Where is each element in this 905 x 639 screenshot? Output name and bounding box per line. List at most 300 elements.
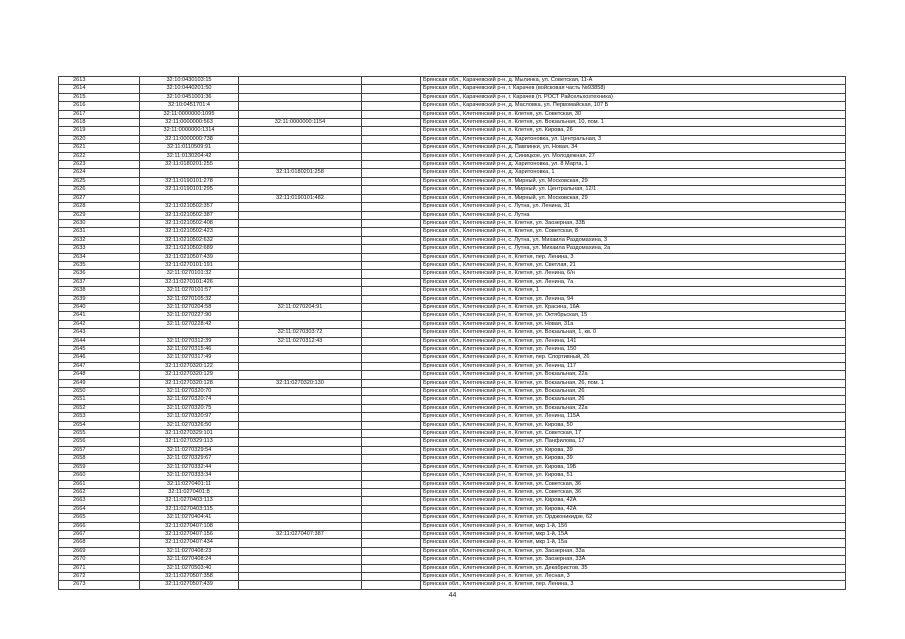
extra-cell: [362, 522, 421, 530]
related-number-cell: [239, 488, 362, 496]
extra-cell: [362, 93, 421, 101]
address-cell: Брянская обл., Клетнянский р-н, п. Клетня, ул. Заозерная, 33А: [421, 556, 846, 564]
table-row: [59, 572, 846, 580]
address-cell: Брянская обл., Клетнянский р-н, п. Клетня, ул. Кирова, 39: [421, 455, 846, 463]
related-number-cell: [239, 236, 362, 244]
table-row: [59, 278, 846, 286]
cadastral-number-cell: 32:11:0270315:46: [140, 346, 239, 354]
row-number-cell: 2618: [59, 119, 140, 127]
table-row: [59, 497, 846, 505]
related-number-cell: 32:11:0270204:91: [239, 303, 362, 311]
address-cell: Брянская обл., Клетнянский р-н, д. Харитоновка, ул. Центральная, 3: [421, 135, 846, 143]
cadastral-number-cell: 32:11:0000000:1095: [140, 110, 239, 118]
address-cell: Брянская обл., Клетнянский р-н, п. Мирный, ул. Центральная, 12/1: [421, 186, 846, 194]
address-cell: Брянская обл., Клетнянский р-н, п. Клетня, ул. Ленина, 7а: [421, 278, 846, 286]
address-cell: Брянская обл., Клетнянский р-н, п. Клетня, мкр 1-й, 15А: [421, 530, 846, 538]
address-cell: Брянская обл., Карачевский р-н, г. Карачев (войсковая часть №93858): [421, 85, 846, 93]
address-cell: Брянская обл., Клетнянский р-н, п. Клетня, ул. Вокзальная, 1, кв. 0: [421, 329, 846, 337]
cadastral-number-cell: 32:10:0451001:36: [140, 93, 239, 101]
cadastral-number-cell: 32:11:0270404:41: [140, 514, 239, 522]
cadastral-number-cell: [140, 329, 239, 337]
address-cell: Брянская обл., Клетнянский р-н, п. Клетня, ул. Вокзальная, 22а: [421, 371, 846, 379]
related-number-cell: [239, 186, 362, 194]
related-number-cell: [239, 110, 362, 118]
cadastral-number-cell: 32:11:0270333:34: [140, 472, 239, 480]
extra-cell: [362, 455, 421, 463]
related-number-cell: [239, 472, 362, 480]
address-cell: Брянская обл., Клетнянский р-н, п. Клетня, пер. Ленина, 3: [421, 253, 846, 261]
table-row: [59, 413, 846, 421]
extra-cell: [362, 320, 421, 328]
address-cell: Брянская обл., Клетнянский р-н, п. Клетня, ул. Вокзальная, 22а: [421, 404, 846, 412]
table-row: [59, 119, 846, 127]
cadastral-number-cell: 32:11:0270320:122: [140, 362, 239, 370]
table-row: [59, 430, 846, 438]
address-cell: Брянская обл., Клетнянский р-н, п. Клетня, ул. Кирова, 42А: [421, 497, 846, 505]
table-row: [59, 488, 846, 496]
row-number-cell: 2622: [59, 152, 140, 160]
extra-cell: [362, 547, 421, 555]
extra-cell: [362, 177, 421, 185]
cadastral-number-cell: 32:11:0270329:67: [140, 455, 239, 463]
address-cell: Брянская обл., Клетнянский р-н, п. Клетня, мкр 1-й, 15а: [421, 539, 846, 547]
table-row: [59, 77, 846, 85]
cadastral-number-cell: 32:11:0210502:387: [140, 211, 239, 219]
address-cell: Брянская обл., Клетнянский р-н, д. Харитоновка, ул. 8 Марта, 1: [421, 161, 846, 169]
row-number-cell: 2672: [59, 572, 140, 580]
extra-cell: [362, 169, 421, 177]
related-number-cell: [239, 446, 362, 454]
related-number-cell: [239, 362, 362, 370]
row-number-cell: 2619: [59, 127, 140, 135]
cadastral-number-cell: [140, 169, 239, 177]
row-number-cell: 2614: [59, 85, 140, 93]
address-cell: Брянская обл., Карачевский р-н, г. Карачев (п. РОСТ Райсельхозтехника): [421, 93, 846, 101]
row-number-cell: 2656: [59, 438, 140, 446]
cadastral-number-cell: 32:11:0270227:90: [140, 312, 239, 320]
cadastral-number-cell: 32:11:0270403:115: [140, 505, 239, 513]
related-number-cell: [239, 354, 362, 362]
row-number-cell: 2641: [59, 312, 140, 320]
cadastral-number-cell: 32:11:0270101:191: [140, 261, 239, 269]
row-number-cell: 2634: [59, 253, 140, 261]
address-cell: Брянская обл., Клетнянский р-н, п. Клетня, ул. Светлая, 21: [421, 261, 846, 269]
row-number-cell: 2668: [59, 539, 140, 547]
cadastral-number-cell: 32:11:0000000:738: [140, 135, 239, 143]
row-number-cell: 2632: [59, 236, 140, 244]
row-number-cell: 2654: [59, 421, 140, 429]
address-cell: Брянская обл., Карачевский р-н, д. Мылинка, ул. Советская, 11-А: [421, 77, 846, 85]
related-number-cell: [239, 135, 362, 143]
address-cell: Брянская обл., Клетнянский р-н, с. Лутна, ул. Михаила Раздомахина, 3: [421, 236, 846, 244]
address-cell: Брянская обл., Клетнянский р-н, п. Клетня, ул. Кирова, 50: [421, 421, 846, 429]
extra-cell: [362, 463, 421, 471]
table-row: [59, 287, 846, 295]
address-cell: Брянская обл., Клетнянский р-н, п. Клетня, ул. Ленина, 6/н: [421, 270, 846, 278]
cadastral-number-cell: 32:11:0270403:113: [140, 497, 239, 505]
table-row: [59, 102, 846, 110]
address-cell: Брянская обл., Клетнянский р-н, д. Синицкое, ул. Молодежная, 27: [421, 152, 846, 160]
related-number-cell: [239, 219, 362, 227]
cadastral-number-cell: 32:11:0270507:439: [140, 581, 239, 589]
related-number-cell: [239, 102, 362, 110]
cadastral-number-cell: 32:11:0110509:91: [140, 144, 239, 152]
address-cell: Брянская обл., Клетнянский р-н, п. Клетня, ул. Кирова, 26: [421, 127, 846, 135]
related-number-cell: [239, 480, 362, 488]
table-row: [59, 354, 846, 362]
related-number-cell: [239, 430, 362, 438]
related-number-cell: [239, 438, 362, 446]
table-row: [59, 379, 846, 387]
table-row: [59, 346, 846, 354]
table-body: [59, 77, 846, 590]
related-number-cell: [239, 228, 362, 236]
extra-cell: [362, 396, 421, 404]
related-number-cell: [239, 556, 362, 564]
address-cell: Брянская обл., Клетнянский р-н, п. Клетня, ул. Красина, 16А: [421, 303, 846, 311]
related-number-cell: [239, 152, 362, 160]
extra-cell: [362, 430, 421, 438]
extra-cell: [362, 505, 421, 513]
row-number-cell: 2635: [59, 261, 140, 269]
related-number-cell: [239, 127, 362, 135]
address-cell: Брянская обл., Клетнянский р-н, с. Лутна, ул. Михаила Раздомахина, 2а: [421, 245, 846, 253]
table-row: [59, 169, 846, 177]
cadastral-number-cell: 32:11:0270332:44: [140, 463, 239, 471]
cadastral-number-cell: 32:11:0000000:563: [140, 119, 239, 127]
extra-cell: [362, 371, 421, 379]
table-row: [59, 530, 846, 538]
cadastral-number-cell: 32:11:0270101:426: [140, 278, 239, 286]
related-number-cell: [239, 346, 362, 354]
address-cell: Брянская обл., Клетнянский р-н, с. Лутна, ул. Ленина, 31: [421, 203, 846, 211]
cadastral-number-cell: 32:10:0440201:50: [140, 85, 239, 93]
address-cell: Брянская обл., Клетнянский р-н, д. Павлинки, ул. Новая, 34: [421, 144, 846, 152]
cadastral-number-cell: 32:11:0270407:434: [140, 539, 239, 547]
row-number-cell: 2653: [59, 413, 140, 421]
related-number-cell: 32:11:0270320:130: [239, 379, 362, 387]
address-cell: Брянская обл., Клетнянский р-н, п. Мирный, ул. Московская, 29: [421, 194, 846, 202]
row-number-cell: 2649: [59, 379, 140, 387]
extra-cell: [362, 530, 421, 538]
extra-cell: [362, 270, 421, 278]
related-number-cell: [239, 77, 362, 85]
address-cell: Брянская обл., Клетнянский р-н, п. Клетня, ул. Панфилова, 17: [421, 438, 846, 446]
address-cell: Брянская обл., Клетнянский р-н, п. Клетня, ул. Советская, 36: [421, 488, 846, 496]
cadastral-number-cell: 32:11:0270204:58: [140, 303, 239, 311]
related-number-cell: [239, 539, 362, 547]
table-row: [59, 320, 846, 328]
table-row: [59, 261, 846, 269]
cadastral-number-cell: 32:11:0190101:295: [140, 186, 239, 194]
related-number-cell: [239, 514, 362, 522]
row-number-cell: 2655: [59, 430, 140, 438]
cadastral-number-cell: 32:11:0270408:23: [140, 547, 239, 555]
row-number-cell: 2623: [59, 161, 140, 169]
address-cell: Брянская обл., Клетнянский р-н, п. Клетня, ул. Ленина, 117: [421, 362, 846, 370]
row-number-cell: 2638: [59, 287, 140, 295]
extra-cell: [362, 261, 421, 269]
row-number-cell: 2644: [59, 337, 140, 345]
address-cell: Брянская обл., Клетнянский р-н, п. Клетня, ул. Ленина, 150: [421, 346, 846, 354]
table-row: [59, 396, 846, 404]
extra-cell: [362, 388, 421, 396]
extra-cell: [362, 472, 421, 480]
table-row: [59, 329, 846, 337]
table-row: [59, 186, 846, 194]
table-row: [59, 85, 846, 93]
related-number-cell: [239, 388, 362, 396]
related-number-cell: [239, 278, 362, 286]
related-number-cell: 32:11:0000000:1154: [239, 119, 362, 127]
related-number-cell: [239, 287, 362, 295]
table-row: [59, 236, 846, 244]
extra-cell: [362, 119, 421, 127]
row-number-cell: 2658: [59, 455, 140, 463]
table-row: [59, 295, 846, 303]
extra-cell: [362, 564, 421, 572]
cadastral-number-cell: 32:11:0270317:49: [140, 354, 239, 362]
extra-cell: [362, 110, 421, 118]
row-number-cell: 2646: [59, 354, 140, 362]
cadastral-number-cell: 32:11:0190101:278: [140, 177, 239, 185]
extra-cell: [362, 152, 421, 160]
cadastral-number-cell: 32:11:0270408:24: [140, 556, 239, 564]
table-row: [59, 505, 846, 513]
page-number: 44: [448, 592, 457, 599]
extra-cell: [362, 144, 421, 152]
row-number-cell: 2624: [59, 169, 140, 177]
table-row: [59, 388, 846, 396]
row-number-cell: 2657: [59, 446, 140, 454]
extra-cell: [362, 413, 421, 421]
cadastral-number-cell: 32:11:0270320:129: [140, 371, 239, 379]
address-cell: Брянская обл., Клетнянский р-н, п. Клетня, ул. Ленина, 141: [421, 337, 846, 345]
table-row: [59, 127, 846, 135]
row-number-cell: 2639: [59, 295, 140, 303]
row-number-cell: 2630: [59, 219, 140, 227]
table-row: [59, 514, 846, 522]
table-row: [59, 253, 846, 261]
address-cell: Брянская обл., Клетнянский р-н, п. Клетня, ул. Кирова, 51: [421, 472, 846, 480]
cadastral-number-cell: 32:11:0210502:423: [140, 228, 239, 236]
address-cell: Брянская обл., Клетнянский р-н, п. Клетня, ул. Советская, 8: [421, 228, 846, 236]
extra-cell: [362, 161, 421, 169]
table-row: [59, 135, 846, 143]
cadastral-number-cell: 32:11:0210502:689: [140, 245, 239, 253]
row-number-cell: 2615: [59, 93, 140, 101]
table-row: [59, 472, 846, 480]
address-cell: Брянская обл., Клетнянский р-н, п. Клетня, ул. Вокзальная, 26: [421, 396, 846, 404]
extra-cell: [362, 488, 421, 496]
related-number-cell: [239, 572, 362, 580]
cadastral-number-cell: 32:11:0210502:357: [140, 203, 239, 211]
extra-cell: [362, 194, 421, 202]
row-number-cell: 2627: [59, 194, 140, 202]
extra-cell: [362, 278, 421, 286]
address-cell: Брянская обл., Клетнянский р-н, п. Клетня, ул. Советская, 30: [421, 110, 846, 118]
extra-cell: [362, 127, 421, 135]
address-cell: Брянская обл., Клетнянский р-н, п. Мирный, ул. Московская, 29: [421, 177, 846, 185]
row-number-cell: 2616: [59, 102, 140, 110]
address-cell: Брянская обл., Клетнянский р-н, п. Клетня, ул. Советская, 36: [421, 480, 846, 488]
row-number-cell: 2633: [59, 245, 140, 253]
related-number-cell: [239, 396, 362, 404]
extra-cell: [362, 295, 421, 303]
cadastral-number-cell: 32:11:0270401:11: [140, 480, 239, 488]
related-number-cell: [239, 497, 362, 505]
row-number-cell: 2621: [59, 144, 140, 152]
cadastral-number-cell: 32:11:0270228:42: [140, 320, 239, 328]
cadastral-number-cell: 32:11:0180201:255: [140, 161, 239, 169]
cadastral-number-cell: 32:11:0270401:8: [140, 488, 239, 496]
table-row: [59, 177, 846, 185]
related-number-cell: [239, 203, 362, 211]
related-number-cell: [239, 421, 362, 429]
table-row: [59, 480, 846, 488]
row-number-cell: 2665: [59, 514, 140, 522]
address-cell: Брянская обл., Клетнянский р-н, п. Клетня, ул. Ленина, 94: [421, 295, 846, 303]
cadastral-number-cell: 32:11:0210502:632: [140, 236, 239, 244]
table-row: [59, 161, 846, 169]
table-row: [59, 337, 846, 345]
table-row: [59, 463, 846, 471]
extra-cell: [362, 337, 421, 345]
table-row: [59, 303, 846, 311]
related-number-cell: [239, 270, 362, 278]
row-number-cell: 2664: [59, 505, 140, 513]
row-number-cell: 2663: [59, 497, 140, 505]
table-row: [59, 312, 846, 320]
extra-cell: [362, 421, 421, 429]
extra-cell: [362, 77, 421, 85]
row-number-cell: 2667: [59, 530, 140, 538]
related-number-cell: [239, 463, 362, 471]
related-number-cell: [239, 547, 362, 555]
cadastral-number-cell: 32:11:0000000:1314: [140, 127, 239, 135]
address-cell: Брянская обл., Клетнянский р-н, п. Клетня, ул. Орджоникидзе, 62: [421, 514, 846, 522]
table-row: [59, 371, 846, 379]
related-number-cell: [239, 85, 362, 93]
extra-cell: [362, 581, 421, 589]
table-row: [59, 404, 846, 412]
extra-cell: [362, 446, 421, 454]
extra-cell: [362, 539, 421, 547]
row-number-cell: 2631: [59, 228, 140, 236]
row-number-cell: 2650: [59, 388, 140, 396]
table-row: [59, 228, 846, 236]
row-number-cell: 2637: [59, 278, 140, 286]
extra-cell: [362, 253, 421, 261]
cadastral-number-cell: 32:11:0270407:108: [140, 522, 239, 530]
address-cell: Брянская обл., Клетнянский р-н, п. Клетня, ул. Кирова, 19Б: [421, 463, 846, 471]
related-number-cell: [239, 505, 362, 513]
cadastral-number-cell: 32:11:0270329:101: [140, 430, 239, 438]
extra-cell: [362, 514, 421, 522]
address-cell: Брянская обл., Клетнянский р-н, п. Клетня, пер. Спортивный, 26: [421, 354, 846, 362]
related-number-cell: 32:11:0270312:43: [239, 337, 362, 345]
table-row: [59, 203, 846, 211]
row-number-cell: 2666: [59, 522, 140, 530]
extra-cell: [362, 354, 421, 362]
cadastral-number-cell: 32:11:0270320:75: [140, 404, 239, 412]
address-cell: Брянская обл., Клетнянский р-н, п. Клетня, ул. Ленина, 115А: [421, 413, 846, 421]
related-number-cell: [239, 177, 362, 185]
related-number-cell: [239, 413, 362, 421]
table-row: [59, 438, 846, 446]
extra-cell: [362, 312, 421, 320]
extra-cell: [362, 211, 421, 219]
related-number-cell: [239, 93, 362, 101]
cadastral-number-cell: 32:11:0270101:32: [140, 270, 239, 278]
table-row: [59, 194, 846, 202]
table-row: [59, 152, 846, 160]
related-number-cell: [239, 522, 362, 530]
row-number-cell: 2659: [59, 463, 140, 471]
row-number-cell: 2628: [59, 203, 140, 211]
address-cell: Брянская обл., Карачевский р-н, д. Масловка, ул. Первомайская, 107 Б: [421, 102, 846, 110]
table-row: [59, 556, 846, 564]
row-number-cell: 2636: [59, 270, 140, 278]
related-number-cell: [239, 245, 362, 253]
address-cell: Брянская обл., Клетнянский р-н, п. Клетня, пер. Ленина, 3: [421, 581, 846, 589]
table-row: [59, 144, 846, 152]
row-number-cell: 2648: [59, 371, 140, 379]
address-cell: Брянская обл., Клетнянский р-н, п. Клетня, ул. Вокзальная, 10, пом. 1: [421, 119, 846, 127]
extra-cell: [362, 404, 421, 412]
table-row: [59, 564, 846, 572]
cadastral-number-cell: 32:11:0270407:156: [140, 530, 239, 538]
extra-cell: [362, 102, 421, 110]
extra-cell: [362, 236, 421, 244]
table-row: [59, 219, 846, 227]
cadastral-number-cell: 32:11:0270320:70: [140, 388, 239, 396]
related-number-cell: [239, 455, 362, 463]
row-number-cell: 2625: [59, 177, 140, 185]
row-number-cell: 2660: [59, 472, 140, 480]
row-number-cell: 2617: [59, 110, 140, 118]
address-cell: Брянская обл., Клетнянский р-н, п. Клетня, ул. Октябрьская, 15: [421, 312, 846, 320]
cadastral-number-cell: 32:11:0270329:54: [140, 446, 239, 454]
extra-cell: [362, 556, 421, 564]
cadastral-number-cell: 32:10:0451701:4: [140, 102, 239, 110]
extra-cell: [362, 203, 421, 211]
table-row: [59, 446, 846, 454]
address-cell: Брянская обл., Клетнянский р-н, п. Клетня, ул. Вокзальная, 26: [421, 388, 846, 396]
cadastral-number-cell: 32:11:0270105:32: [140, 295, 239, 303]
address-cell: Брянская обл., Клетнянский р-н, п. Клетня, 1: [421, 287, 846, 295]
row-number-cell: 2613: [59, 77, 140, 85]
table-row: [59, 547, 846, 555]
address-cell: Брянская обл., Клетнянский р-н, п. Клетня, ул. Заозерная, 33Б: [421, 219, 846, 227]
related-number-cell: [239, 144, 362, 152]
extra-cell: [362, 228, 421, 236]
cadastral-number-cell: 32:11:0270329:113: [140, 438, 239, 446]
address-cell: Брянская обл., Клетнянский р-н, п. Клетня, ул. Новая, 31а: [421, 320, 846, 328]
cadastral-number-cell: 32:11:0270320:74: [140, 396, 239, 404]
row-number-cell: 2671: [59, 564, 140, 572]
address-cell: Брянская обл., Клетнянский р-н, п. Клетня, ул. Декабристов, 35: [421, 564, 846, 572]
extra-cell: [362, 219, 421, 227]
address-cell: Брянская обл., Клетнянский р-н, п. Клетня, ул. Кирова, 39: [421, 446, 846, 454]
extra-cell: [362, 329, 421, 337]
address-cell: Брянская обл., Клетнянский р-н, п. Клетня, ул. Заозерная, 33а: [421, 547, 846, 555]
table-row: [59, 522, 846, 530]
related-number-cell: [239, 564, 362, 572]
extra-cell: [362, 497, 421, 505]
extra-cell: [362, 379, 421, 387]
row-number-cell: 2642: [59, 320, 140, 328]
